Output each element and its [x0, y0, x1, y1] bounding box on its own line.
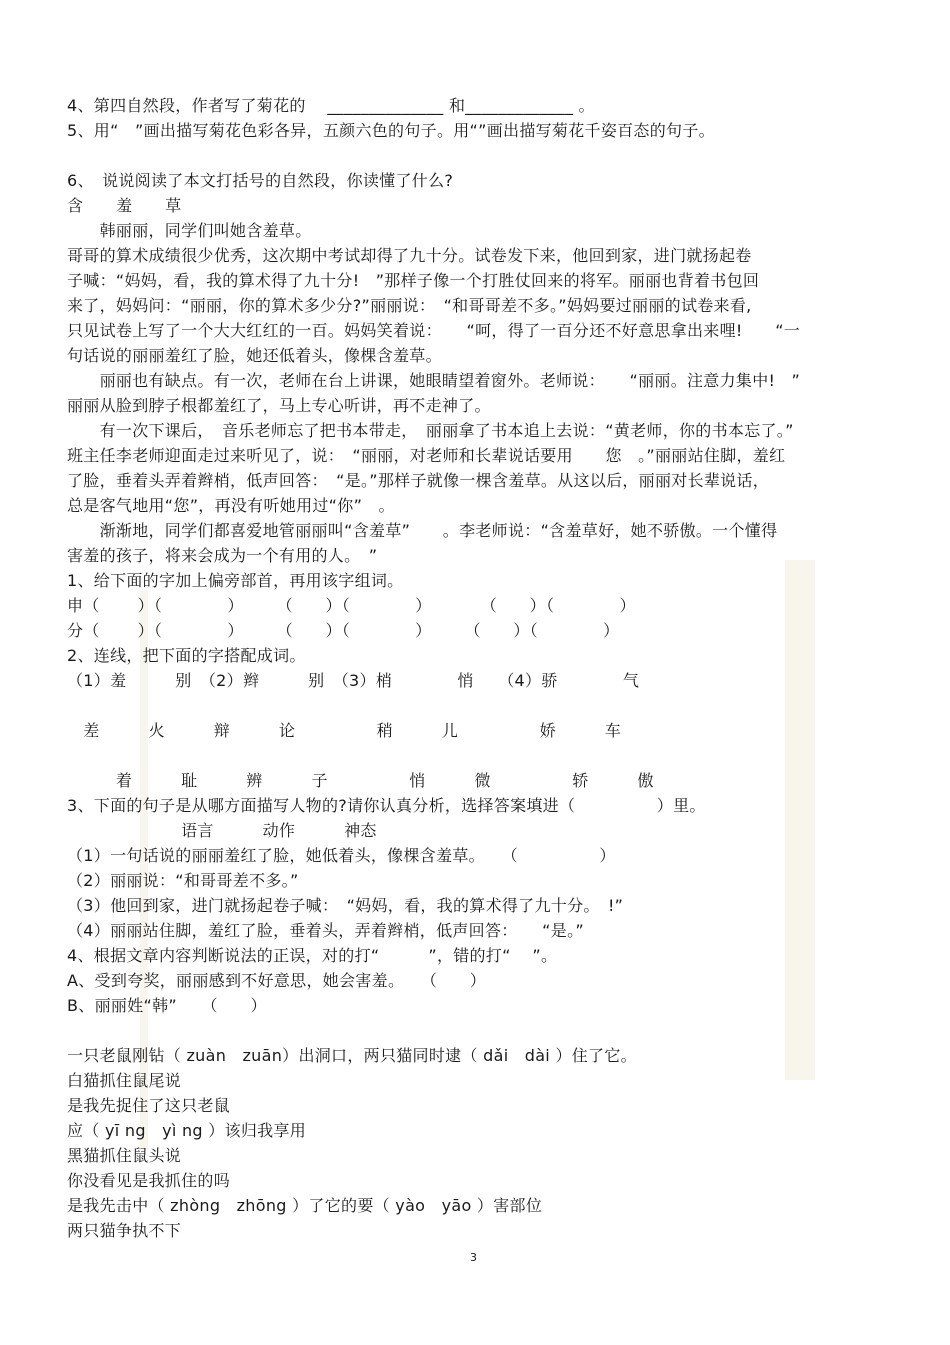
page-number: 3 — [470, 1251, 477, 1264]
exercise-2-title: 2、连线，把下面的字搭配成词。 — [67, 646, 306, 665]
exercise-4-title: 4、根据文章内容判断说法的正误，对的打“ ”，错的打“ ”。 — [67, 946, 558, 965]
story-paragraph-line: 班主任李老师迎面走过来听见了，说： “丽丽，对老师和长辈说话要用 您 。”丽丽站住脚，羞红 — [67, 446, 786, 465]
story-paragraph-line: 句话说的丽丽羞红了脸，她还低着头，像棵含羞草。 — [67, 346, 442, 365]
exercise-3-item: （3）他回到家，进门就扬起卷子喊： “妈妈，看，我的算术得了九十分。 !” — [67, 896, 624, 915]
question-4-top: 4、第四自然段，作者写了菊花的 ______________ 和_____________ 。 — [67, 96, 595, 115]
question-5-top: 5、用“ ”画出描写菊花色彩各异，五颜六色的句子。用“”画出描写菊花千姿百态的句子。 — [67, 121, 715, 140]
mouse-story-line: 一只老鼠刚钻（ zuàn zuān）出洞口，两只猫同时逮（ dǎi dài ）住了它。 — [67, 1046, 637, 1065]
mouse-story-line: 两只猫争执不下 — [67, 1221, 182, 1240]
story-paragraph-line: 只见试卷上写了一个大大红红的一百。妈妈笑着说： “呵，得了一百分还不好意思拿出来哩! “一 — [67, 321, 801, 340]
story-paragraph-line: 丽丽从脸到脖子根都羞红了，马上专心听讲，再不走神了。 — [67, 396, 491, 415]
story-paragraph-line: 了脸，垂着头弄着辫梢，低声回答： “是。”那样子就像一棵含羞草。从这以后，丽丽对长辈说话， — [67, 471, 770, 490]
exercise-2-row: 着 耻 辨 子 悄 微 轿 傲 — [67, 771, 654, 790]
mouse-story-line: 黑猫抓住鼠头说 — [67, 1146, 182, 1165]
exercise-4-item-b: B、丽丽姓“韩” （ ） — [67, 996, 267, 1015]
story-paragraph-line: 哥哥的算术成绩很少优秀，这次期中考试却得了九十分。试卷发下来，他回到家，进门就扬起卷 — [67, 246, 752, 265]
exercise-3-item: （2）丽丽说：“和哥哥差不多。” — [67, 871, 299, 890]
exercise-1-row: 分（ ）（ ） （ ）（ ） （ ）（ ） — [67, 621, 620, 640]
story-paragraph-line: 渐渐地，同学们都喜爱地管丽丽叫“含羞草” 。李老师说：“含羞草好，她不骄傲。一个懂得 — [67, 521, 778, 540]
story-paragraph-line: 来了，妈妈问：“丽丽，你的算术多少分?”丽丽说： “和哥哥差不多。”妈妈要过丽丽的试卷来看, — [67, 296, 752, 315]
mouse-story-line: 你没看见是我抓住的吗 — [67, 1171, 231, 1190]
exercise-3-item: （1）一句话说的丽丽羞红了脸，她低着头，像棵含羞草。 （ ） — [67, 846, 616, 865]
exercise-1-title: 1、给下面的字加上偏旁部首，再用该字组词。 — [67, 571, 404, 590]
mouse-story-line: 是我先击中（ zhòng zhōng ）了它的要（ yào yāo ）害部位 — [67, 1196, 543, 1215]
story-paragraph-line: 子喊：“妈妈，看，我的算术得了九十分! ”那样子像一个打胜仗回来的将军。丽丽也背着书包回 — [67, 271, 760, 290]
exercise-1-row: 申（ ）（ ） （ ）（ ） （ ）（ ） — [67, 596, 636, 615]
scan-shade — [785, 560, 815, 1080]
mouse-story-line: 应（ yī ng yì ng ）该归我享用 — [67, 1121, 307, 1140]
exercise-3-title: 3、下面的句子是从哪方面描写人物的?请你认真分析，选择答案填进（ ）里。 — [67, 796, 706, 815]
exercise-2-row: 差 火 辩 论 稍 儿 娇 车 — [67, 721, 622, 740]
story-paragraph-line: 韩丽丽，同学们叫她含羞草。 — [67, 221, 312, 240]
exercise-4-item-a: A、受到夸奖，丽丽感到不好意思，她会害羞。 （ ） — [67, 971, 487, 990]
mouse-story-line: 白猫抓住鼠尾说 — [67, 1071, 182, 1090]
story-paragraph-line: 害羞的孩子，将来会成为一个有用的人。 ” — [67, 546, 378, 565]
exercise-2-row: （1）羞 别 （2）辫 别 （3）梢 悄 （4）骄 气 — [67, 671, 640, 690]
mouse-story-line: 是我先捉住了这只老鼠 — [67, 1096, 231, 1115]
question-6-top: 6、 说说阅读了本文打括号的自然段，你读懂了什么? — [67, 171, 454, 190]
story-paragraph-line: 丽丽也有缺点。有一次，老师在台上讲课，她眼睛望着窗外。老师说： “丽丽。注意力集中! ” — [67, 371, 801, 390]
exercise-3-item: （4）丽丽站住脚，羞红了脸，垂着头，弄着辫梢，低声回答： “是。” — [67, 921, 584, 940]
story-title: 含 羞 草 — [67, 196, 196, 215]
exercise-3-options: 语言 动作 神态 — [67, 821, 377, 840]
story-paragraph-line: 有一次下课后， 音乐老师忘了把书本带走， 丽丽拿了书本追上去说：“黄老师，你的书本忘了。” — [67, 421, 794, 440]
story-paragraph-line: 总是客气地用“您”，再没有听她用过“你” 。 — [67, 496, 395, 515]
